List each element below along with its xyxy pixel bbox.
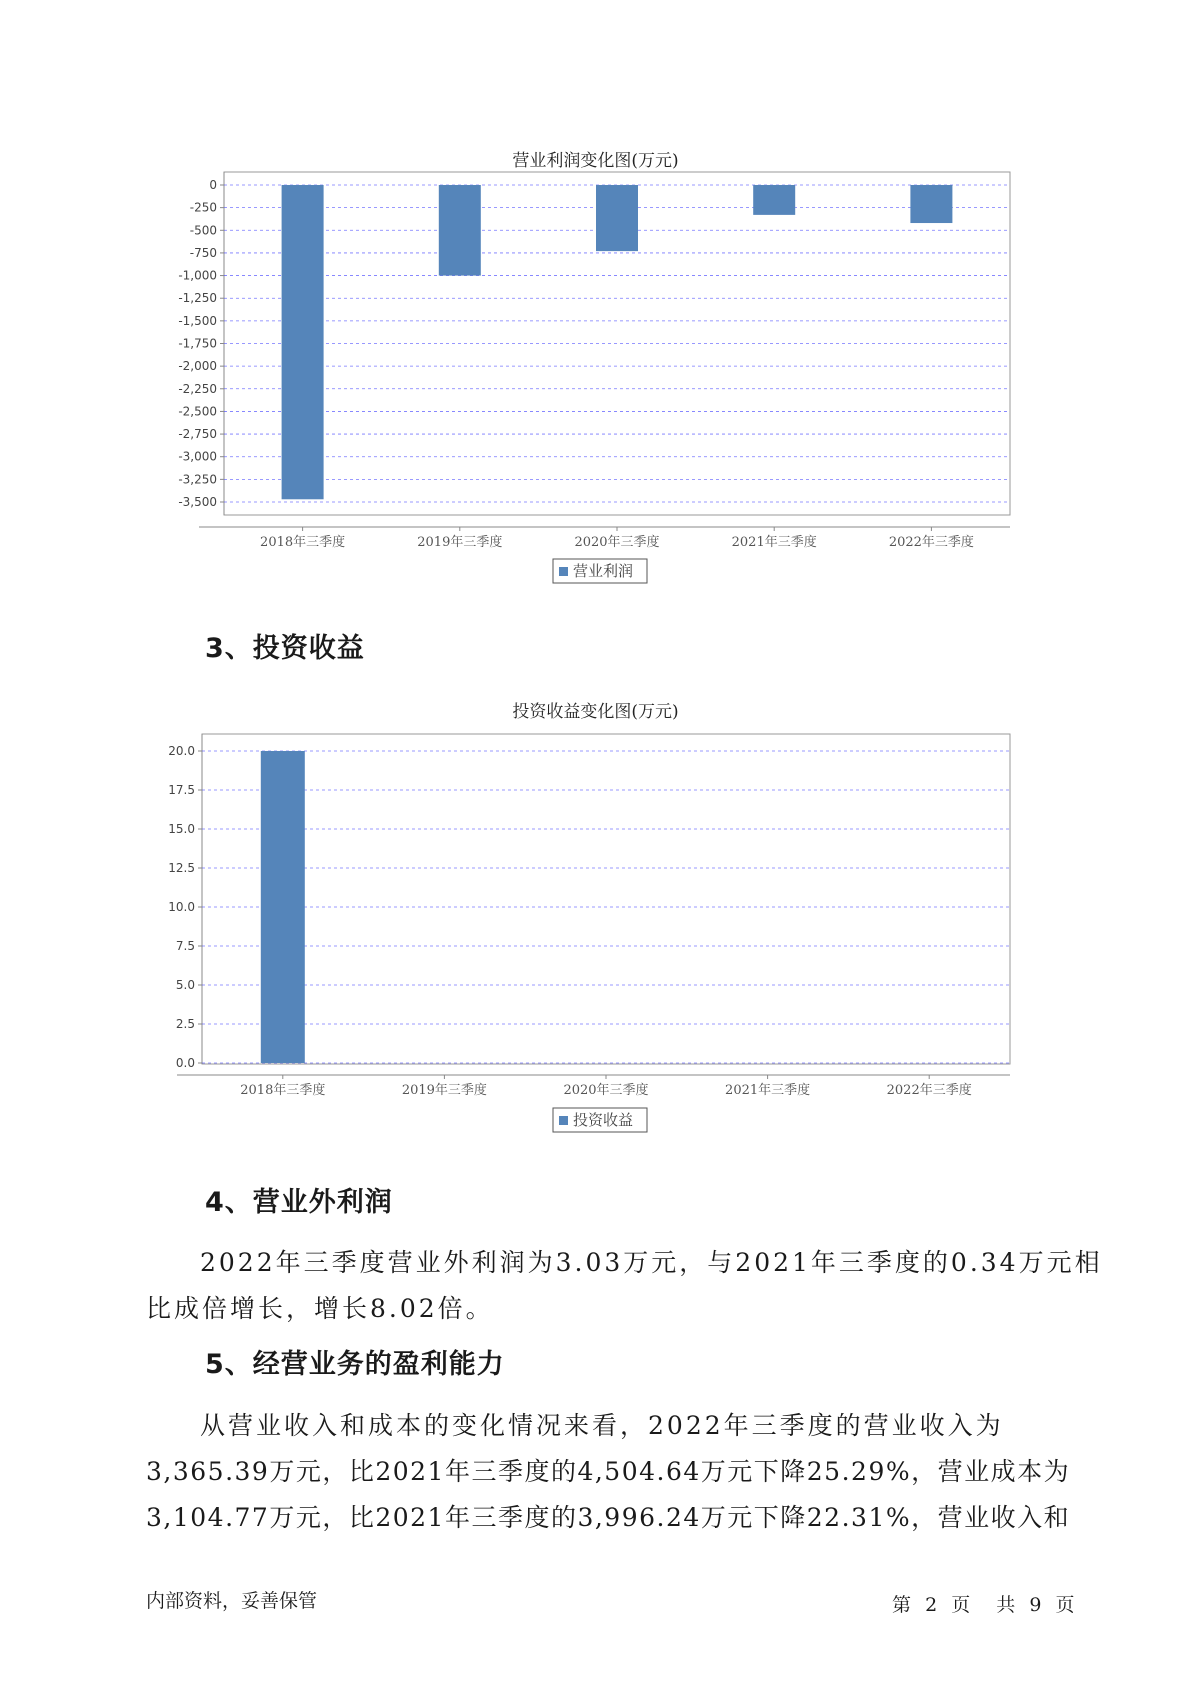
plot-area: [202, 734, 1010, 1064]
y-tick-label: 15.0: [168, 822, 195, 836]
y-tick-label: 2.5: [175, 1017, 195, 1031]
bar: [439, 185, 481, 276]
legend-swatch: [559, 1116, 568, 1125]
x-tick-label: 2020年三季度: [574, 535, 660, 550]
page-mid: 页: [951, 1594, 972, 1616]
y-tick-label: -1,500: [178, 313, 217, 328]
chart1-title: 营业利润变化图(万元): [512, 151, 679, 171]
y-tick-label: -1,750: [178, 336, 217, 351]
x-tick-label: 2020年三季度: [563, 1083, 649, 1098]
investment-income-chart: [0, 720, 1191, 1140]
heading-investment-income: 3、投资收益: [205, 633, 365, 664]
y-tick-label: -250: [189, 200, 217, 215]
paragraph-4-line-2: 比成倍增长，增长8.02倍。: [146, 1294, 494, 1323]
bar: [282, 185, 324, 499]
y-tick-label: -750: [189, 245, 217, 260]
legend-label: 营业利润: [573, 562, 634, 580]
page-total: 9: [1029, 1594, 1043, 1616]
bar: [910, 185, 952, 223]
y-tick-label: 0: [209, 178, 217, 192]
footer-page-number: [892, 1590, 1075, 1617]
heading-non-operating-profit: 4、营业外利润: [205, 1187, 393, 1218]
page-total-prefix: 共: [996, 1594, 1017, 1616]
paragraph-5-line-3: 3,104.77万元，比2021年三季度的3,996.24万元下降22.31%，营业收入和: [146, 1503, 1071, 1532]
y-tick-label: -3,500: [178, 495, 217, 509]
footer-confidential-note: 内部资料，妥善保管: [146, 1590, 318, 1612]
x-tick-label: 2019年三季度: [401, 1083, 487, 1098]
y-tick-label: -2,500: [178, 404, 217, 419]
bar: [261, 751, 305, 1063]
x-tick-label: 2022年三季度: [888, 535, 974, 550]
legend-label: 投资收益: [573, 1111, 634, 1129]
x-tick-label: 2018年三季度: [260, 535, 346, 550]
y-tick-label: 17.5: [168, 783, 195, 797]
y-tick-label: 0.0: [175, 1056, 195, 1070]
x-tick-label: 2021年三季度: [725, 1083, 811, 1098]
bar: [596, 185, 638, 251]
y-tick-label: -3,000: [178, 449, 217, 464]
x-tick-label: 2022年三季度: [886, 1083, 972, 1098]
x-tick-label: 2018年三季度: [240, 1083, 326, 1098]
x-tick-label: 2021年三季度: [731, 535, 817, 550]
paragraph-5-line-2: 3,365.39万元，比2021年三季度的4,504.64万元下降25.29%，营业成本为: [146, 1457, 1071, 1486]
paragraph-4-line-1: 2022年三季度营业外利润为3.03万元，与2021年三季度的0.34万元相: [200, 1248, 1103, 1277]
y-tick-label: -1,000: [178, 268, 217, 283]
chart2-title: 投资收益变化图(万元): [512, 702, 679, 722]
y-tick-label: 10.0: [168, 900, 195, 914]
y-tick-label: 12.5: [168, 861, 195, 875]
y-tick-label: 7.5: [175, 939, 195, 953]
heading-profitability: 5、经营业务的盈利能力: [205, 1349, 505, 1380]
x-tick-label: 2019年三季度: [417, 535, 503, 550]
y-tick-label: -3,250: [178, 472, 217, 487]
legend-swatch: [559, 567, 568, 576]
page-suffix: 页: [1055, 1594, 1076, 1616]
y-tick-label: -500: [189, 223, 217, 238]
y-tick-label: 5.0: [175, 978, 195, 992]
paragraph-5-line-1: 从营业收入和成本的变化情况来看，2022年三季度的营业收入为: [200, 1411, 1004, 1440]
y-tick-label: -2,750: [178, 427, 217, 442]
y-tick-label: -2,000: [178, 359, 217, 374]
page-prefix: 第: [892, 1594, 913, 1616]
y-tick-label: -2,250: [178, 381, 217, 396]
y-tick-label: 20.0: [168, 744, 195, 758]
operating-profit-chart: [0, 170, 1191, 590]
y-tick-label: -1,250: [178, 291, 217, 306]
page-current: 2: [925, 1594, 939, 1616]
bar: [753, 185, 795, 215]
